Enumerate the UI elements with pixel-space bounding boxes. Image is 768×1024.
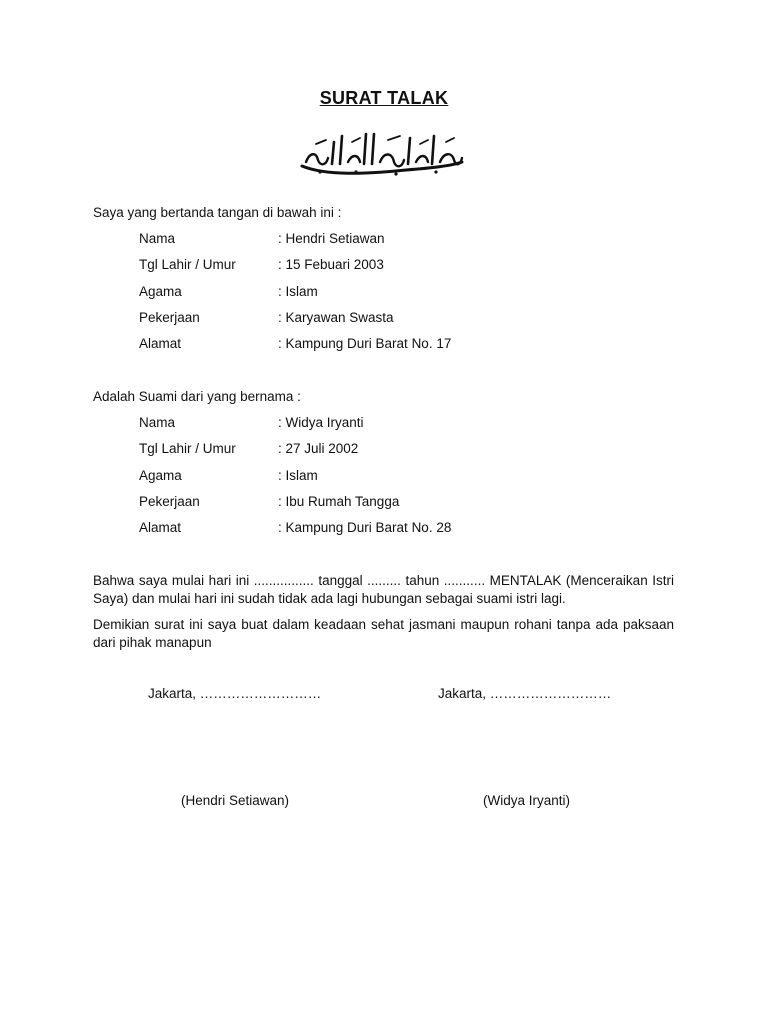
wife-job-label: Pekerjaan <box>139 494 200 509</box>
left-signature-place-date: Jakarta, ……………………… <box>148 686 322 701</box>
intro-text: Saya yang bertanda tangan di bawah ini : <box>93 205 342 220</box>
husband-religion-value: : Islam <box>278 284 318 299</box>
husband-religion-label: Agama <box>139 284 182 299</box>
wife-name-value: : Widya Iryanti <box>278 415 364 430</box>
husband-dob-value: : 15 Febuari 2003 <box>278 257 384 272</box>
husband-address-value: : Kampung Duri Barat No. 17 <box>278 336 452 351</box>
husband-job-label: Pekerjaan <box>139 310 200 325</box>
right-signature-place-date: Jakarta, ……………………… <box>438 686 612 701</box>
left-signature-name: (Hendri Setiawan) <box>181 793 290 808</box>
document-title: SURAT TALAK <box>319 88 449 108</box>
husband-job-value: : Karyawan Swasta <box>278 310 394 325</box>
wife-religion-label: Agama <box>139 468 182 483</box>
husband-name-value: : Hendri Setiawan <box>278 231 385 246</box>
wife-address-label: Alamat <box>139 520 182 535</box>
wife-job-value: : Ibu Rumah Tangga <box>278 494 400 509</box>
wife-dob-label: Tgl Lahir / Umur <box>139 441 236 456</box>
wife-religion-value: : Islam <box>278 468 318 483</box>
bismillah-calligraphy-icon <box>296 122 466 178</box>
husband-address-label: Alamat <box>139 336 182 351</box>
husband-dob-label: Tgl Lahir / Umur <box>139 257 236 272</box>
husband-name-label: Nama <box>139 231 176 246</box>
right-signature-name: (Widya Iryanti) <box>483 793 571 808</box>
wife-intro-text: Adalah Suami dari yang bernama : <box>93 389 301 404</box>
closing-paragraph: Demikian surat ini saya buat dalam keadaan sehat jasmani maupun rohani tanpa ada paksaan dari pihak manapun <box>93 617 674 650</box>
statement-paragraph: Bahwa saya mulai hari ini ................ tanggal ......... tahun ........... MENTALAK (Menceraikan Istri Saya) dan mulai hari ini sudah tidak ada lagi hubungan sebagai suami istri lagi. <box>93 573 674 606</box>
wife-address-value: : Kampung Duri Barat No. 28 <box>278 520 452 535</box>
wife-dob-value: : 27 Juli 2002 <box>278 441 359 456</box>
wife-name-label: Nama <box>139 415 176 430</box>
